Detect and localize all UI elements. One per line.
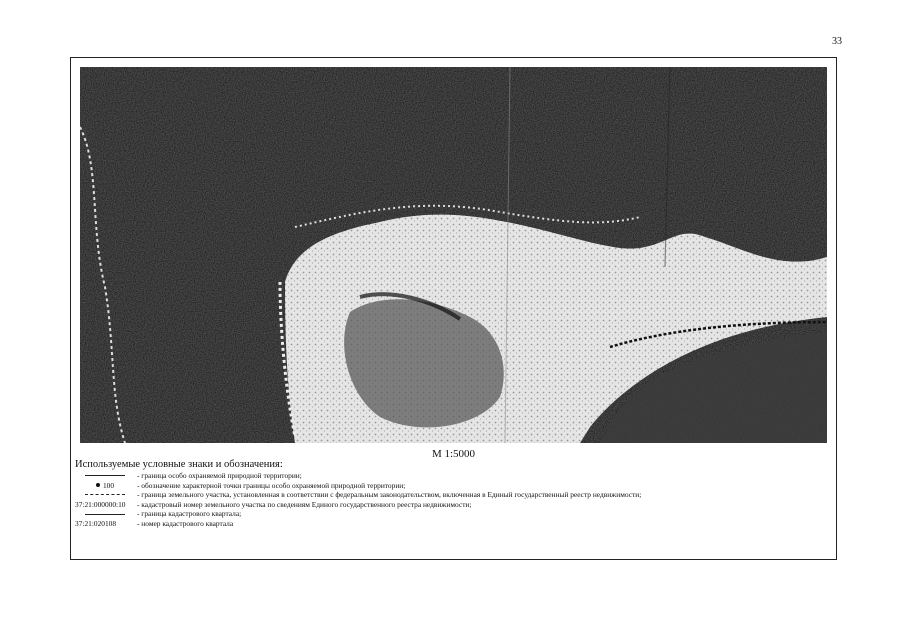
map-frame [70, 57, 837, 560]
legend-item [75, 519, 815, 529]
map-legend [75, 459, 815, 529]
legend-item [75, 509, 815, 519]
cadastral-number-symbol: 37:21:000000:10 [75, 499, 126, 509]
legend-item [75, 490, 815, 500]
page-number: 33 [832, 36, 842, 47]
legend-item [75, 481, 815, 491]
land-plot-boundary-symbol [75, 494, 135, 495]
legend-title: Используемые условные знаки и обозначения: [75, 459, 283, 470]
map-scale-label: М 1:5000 [431, 448, 476, 460]
legend-item [75, 500, 815, 510]
legend-item-description: - граница кадастрового квартала; [137, 509, 242, 519]
point-symbol-label: 100 [102, 480, 115, 490]
legend-item [75, 471, 815, 481]
legend-item-description: - граница особо охраняемой природной территории; [137, 471, 302, 480]
cadastral-quarter-boundary-symbol [75, 514, 135, 515]
protected-area-boundary-symbol [75, 475, 135, 476]
legend-item-description: - номер кадастрового квартала [137, 518, 234, 528]
boundary-point-symbol [75, 481, 135, 491]
legend-item-description: - обозначение характерной точки границы особо охраняемой природной территории; [137, 480, 406, 490]
point-dot-icon [96, 483, 100, 487]
aerial-photo [80, 67, 827, 443]
legend-item-description: - кадастровый номер земельного участка по сведениям Единого государственного реестра недвижимости; [137, 499, 472, 509]
legend-item-description: - граница земельного участка, установленная в соответствии с федеральным законодательством, включенная в Единый государственный реестр недвижимости; [137, 490, 642, 500]
aerial-map-image[interactable] [80, 67, 827, 443]
cadastral-quarter-number-symbol: 37:21:020108 [75, 518, 117, 528]
